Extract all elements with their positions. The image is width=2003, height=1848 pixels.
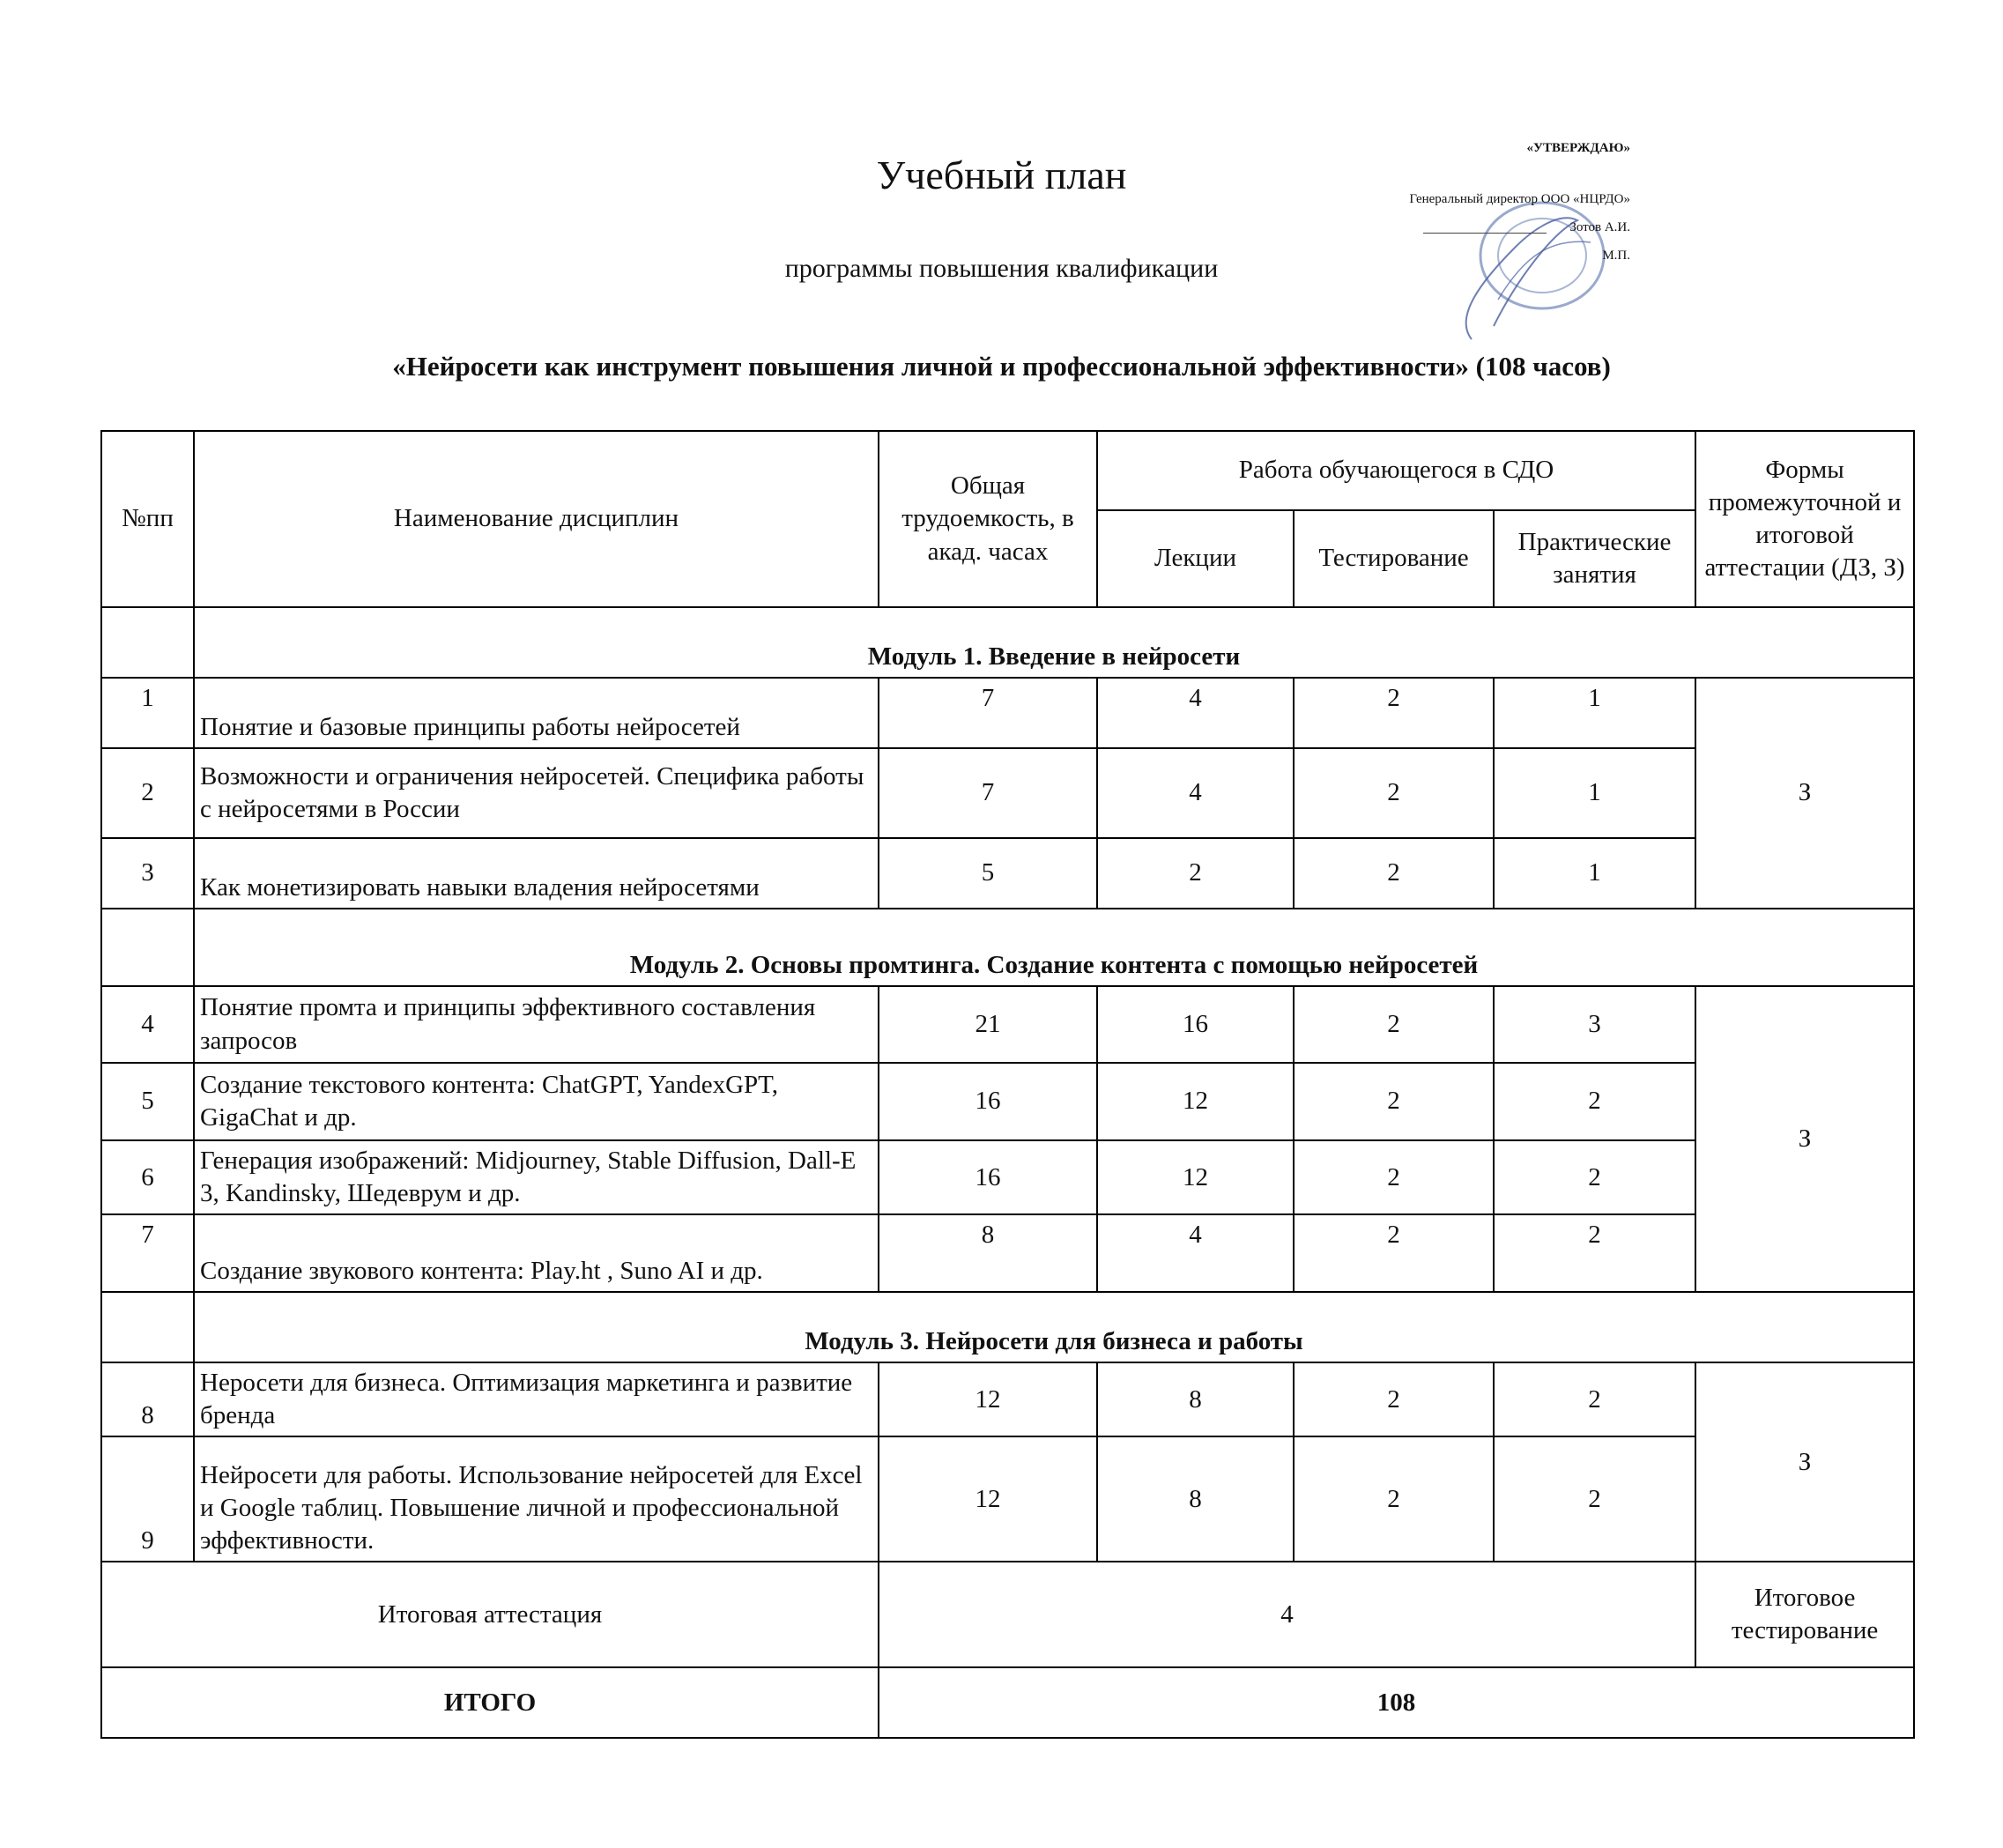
row-name: Создание звукового контента: Play.ht , Suno AI и др. (194, 1214, 879, 1292)
row-num: 7 (101, 1214, 194, 1292)
row-testing: 2 (1294, 748, 1494, 838)
row-lectures: 4 (1097, 1214, 1294, 1292)
table-row (101, 1362, 1914, 1436)
row-lectures: 12 (1097, 1140, 1294, 1214)
row-practice: 1 (1494, 678, 1695, 748)
row-lectures: 12 (1097, 1063, 1294, 1140)
row-practice: 1 (1494, 838, 1695, 909)
row-total: 12 (879, 1436, 1097, 1562)
row-testing: 2 (1294, 1436, 1494, 1562)
signature-line (1423, 233, 1547, 234)
total-label: ИТОГО (101, 1667, 879, 1738)
row-num: 3 (101, 838, 194, 909)
table-row (101, 838, 1914, 909)
table-row (101, 986, 1914, 1063)
module-form: З (1695, 678, 1914, 909)
row-practice: 2 (1494, 1063, 1695, 1140)
row-total: 12 (879, 1362, 1097, 1436)
row-practice: 2 (1494, 1362, 1695, 1436)
table-row (101, 678, 1914, 748)
total-value: 108 (879, 1667, 1914, 1738)
program-name: «Нейросети как инструмент повышения личной и профессиональной эффективности» (108 часов) (392, 351, 1611, 382)
row-practice: 2 (1494, 1436, 1695, 1562)
module-title: Модуль 2. Основы промтинга. Создание контента с помощью нейросетей (194, 909, 1914, 986)
table-row (101, 1214, 1914, 1292)
approval-role: Генеральный директор ООО «НЦРДО» (1409, 192, 1630, 206)
row-name: Создание текстового контента: ChatGPT, YandexGPT, GigaChat и др. (194, 1063, 879, 1140)
header-name: Наименование дисциплин (194, 431, 879, 607)
row-num: 9 (101, 1436, 194, 1562)
row-total: 7 (879, 748, 1097, 838)
row-total: 5 (879, 838, 1097, 909)
approval-name: Зотов А.И. (1569, 220, 1630, 234)
header-practice: Практические занятия (1494, 510, 1695, 607)
row-name: Генерация изображений: Midjourney, Stable Diffusion, Dall-E 3, Kandinsky, Шедеврум и др. (194, 1140, 879, 1214)
final-row (101, 1562, 1914, 1667)
row-lectures: 4 (1097, 678, 1294, 748)
header-num: №пп (101, 431, 194, 607)
seal-stamp-icon (1445, 194, 1621, 344)
row-lectures: 8 (1097, 1362, 1294, 1436)
module-title: Модуль 3. Нейросети для бизнеса и работы (194, 1292, 1914, 1362)
row-name: Как монетизировать навыки владения нейросетями (194, 838, 879, 909)
row-name: Неросети для бизнеса. Оптимизация маркетинга и развитие бренда (194, 1362, 879, 1436)
approval-mp: М.П. (1602, 249, 1630, 263)
header-forms: Формы промежуточной и итоговой аттестации (ДЗ, З) (1695, 431, 1914, 607)
row-testing: 2 (1294, 986, 1494, 1063)
row-testing: 2 (1294, 678, 1494, 748)
row-name: Возможности и ограничения нейросетей. Специфика работы с нейросетями в России (194, 748, 879, 838)
row-testing: 2 (1294, 1362, 1494, 1436)
module-form: З (1695, 986, 1914, 1292)
row-name: Понятие и базовые принципы работы нейросетей (194, 678, 879, 748)
module-form: З (1695, 1362, 1914, 1562)
row-practice: 2 (1494, 1140, 1695, 1214)
row-num: 2 (101, 748, 194, 838)
row-testing: 2 (1294, 1214, 1494, 1292)
row-lectures: 4 (1097, 748, 1294, 838)
table-row (101, 1140, 1914, 1214)
page-subtitle: программы повышения квалификации (784, 254, 1219, 283)
approval-block (1375, 132, 1639, 344)
module-title: Модуль 1. Введение в нейросети (194, 607, 1914, 678)
row-num: 8 (101, 1362, 194, 1436)
table-row (101, 748, 1914, 838)
row-name: Нейросети для работы. Использование нейросетей для Excel и Google таблиц. Повышение личной и профессиональной эффективности. (194, 1436, 879, 1562)
row-total: 7 (879, 678, 1097, 748)
curriculum-table (100, 430, 1915, 1739)
header-total: Общая трудоемкость, в акад. часах (879, 431, 1097, 607)
module-row (101, 607, 1914, 678)
module-row (101, 1292, 1914, 1362)
page-title: Учебный план (876, 152, 1127, 197)
row-testing: 2 (1294, 838, 1494, 909)
row-practice: 3 (1494, 986, 1695, 1063)
approval-label: «УТВЕРЖДАЮ» (1526, 141, 1630, 155)
row-num: 1 (101, 678, 194, 748)
row-lectures: 8 (1097, 1436, 1294, 1562)
module-row (101, 909, 1914, 986)
row-testing: 2 (1294, 1140, 1494, 1214)
final-label: Итоговая аттестация (101, 1562, 879, 1667)
row-num: 5 (101, 1063, 194, 1140)
table-row (101, 1436, 1914, 1562)
row-lectures: 16 (1097, 986, 1294, 1063)
row-total: 16 (879, 1140, 1097, 1214)
row-num: 6 (101, 1140, 194, 1214)
header-sdo: Работа обучающегося в СДО (1097, 431, 1695, 510)
final-value: 4 (879, 1562, 1695, 1667)
row-practice: 1 (1494, 748, 1695, 838)
table-row (101, 1063, 1914, 1140)
row-practice: 2 (1494, 1214, 1695, 1292)
row-total: 21 (879, 986, 1097, 1063)
header-lectures: Лекции (1097, 510, 1294, 607)
final-form: Итоговое тестирование (1695, 1562, 1914, 1667)
row-total: 8 (879, 1214, 1097, 1292)
row-testing: 2 (1294, 1063, 1494, 1140)
total-row (101, 1667, 1914, 1738)
row-total: 16 (879, 1063, 1097, 1140)
header-testing: Тестирование (1294, 510, 1494, 607)
row-lectures: 2 (1097, 838, 1294, 909)
row-num: 4 (101, 986, 194, 1063)
row-name: Понятие промта и принципы эффективного составления запросов (194, 986, 879, 1063)
